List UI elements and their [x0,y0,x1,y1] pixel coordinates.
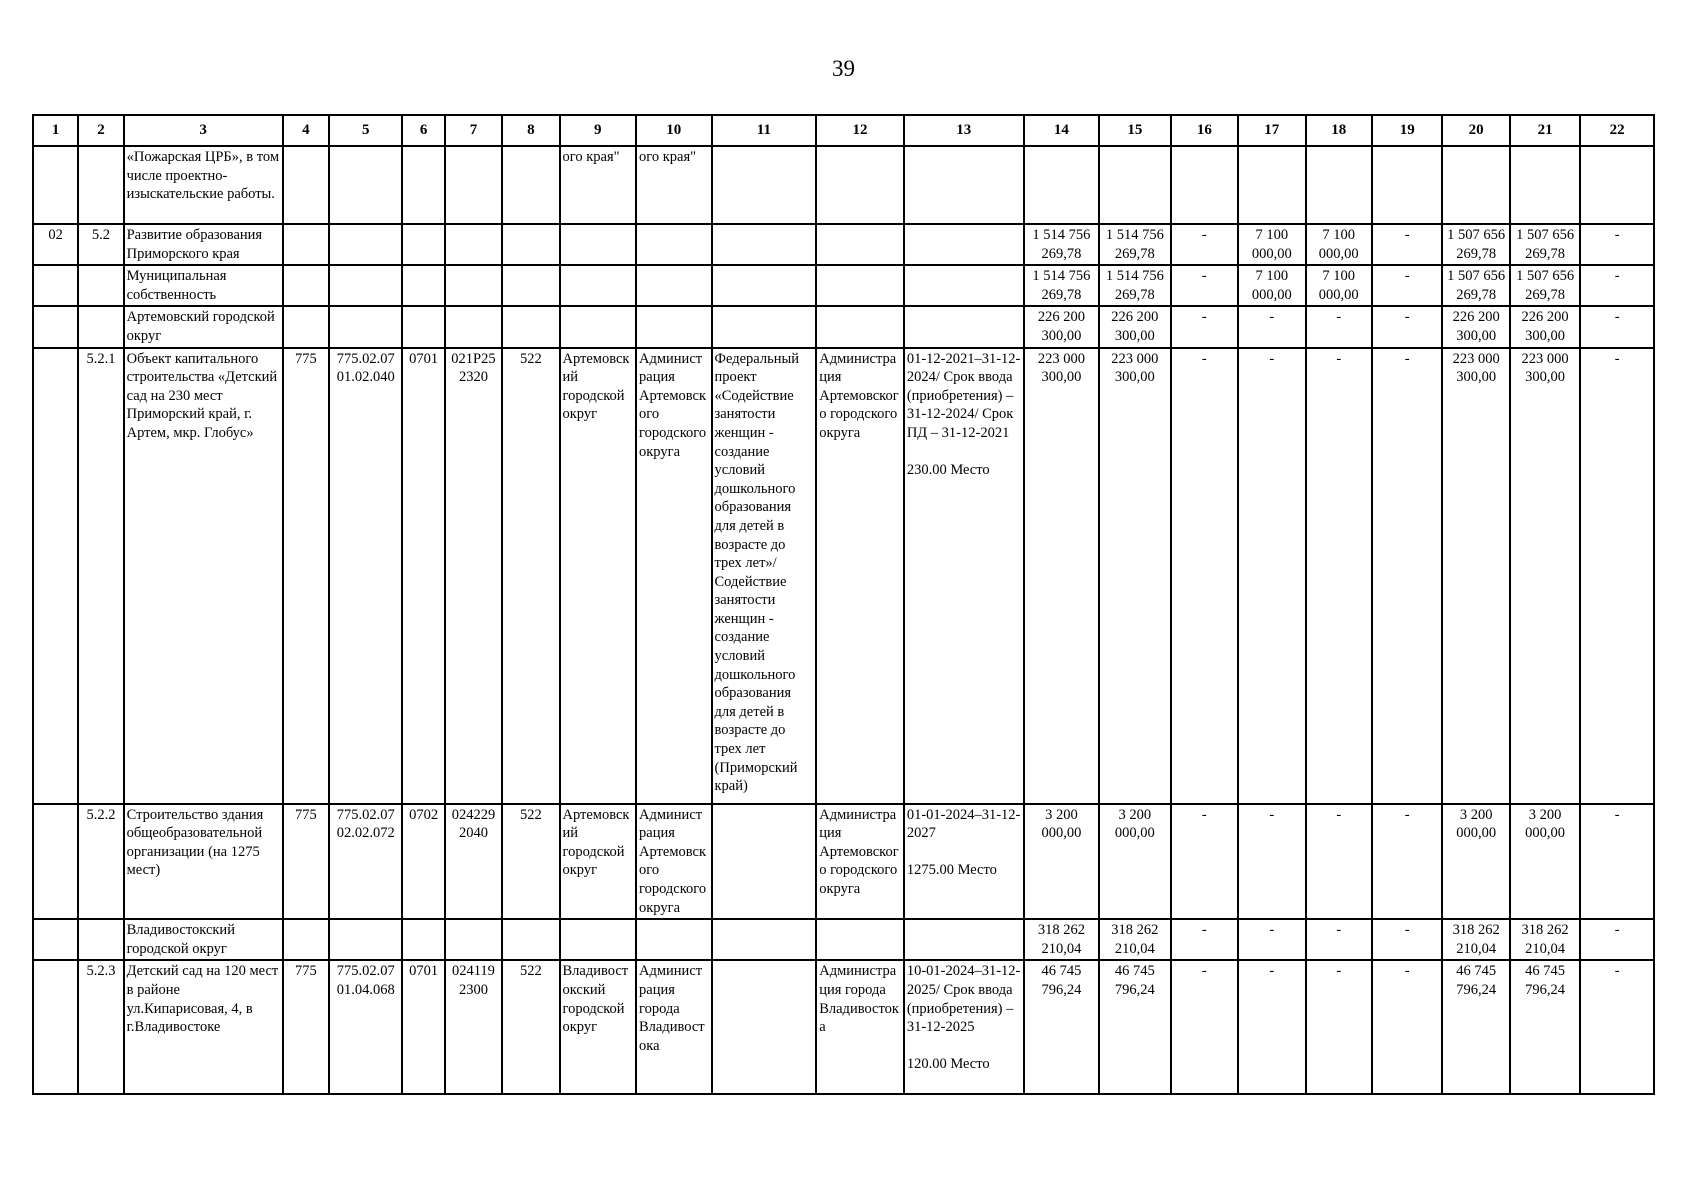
header-cell: 18 [1306,115,1372,146]
cell-amount-20: 3 200 000,00 [1442,804,1509,920]
header-cell: 12 [816,115,904,146]
cell-amount-15: 46 745 796,24 [1099,960,1170,1094]
cell-customer [636,224,712,265]
cell-customer [636,919,712,960]
cell-project [712,960,817,1094]
cell-col-7 [445,224,502,265]
cell-municipality: Артемовский городской округ [560,804,637,920]
cell-amount-15 [1099,146,1170,224]
cell-col-5: 775.02.07 02.02.072 [329,804,402,920]
terms-dates: 01-01-2024–31-12-2027 [906,806,1021,842]
cell-col-5 [329,265,402,306]
cell-terms [904,224,1024,265]
cell-amount-19: - [1372,804,1442,920]
cell-amount-22: - [1580,265,1654,306]
cell-col-8: 522 [502,804,559,920]
cell-amount-21: 1 507 656 269,78 [1510,224,1580,265]
terms-dates: 10-01-2024–31-12-2025/ Срок ввода (приобретения) – 31-12-2025 [906,963,1021,1036]
cell-item-number [78,919,123,960]
cell-col-7: 024119 2300 [445,960,502,1094]
cell-col-4 [283,919,329,960]
cell-amount-20: 318 262 210,04 [1442,919,1509,960]
cell-amount-15: 1 514 756 269,78 [1099,265,1170,306]
cell-col-8 [502,146,559,224]
cell-amount-16: - [1171,804,1238,920]
cell-col-4 [283,224,329,265]
cell-amount-19: - [1372,306,1442,347]
header-cell: 2 [78,115,123,146]
cell-col-4: 775 [283,960,329,1094]
investment-objects-table [32,114,1655,1095]
cell-administrator: Администрация города Владивостока [816,960,904,1094]
cell-amount-19: - [1372,960,1442,1094]
cell-municipality [560,919,637,960]
cell-col-7 [445,146,502,224]
cell-customer: Администрация Артемовского городского округа [636,348,712,804]
table-row [33,960,1654,1094]
cell-municipality [560,306,637,347]
cell-amount-16: - [1171,960,1238,1094]
terms-capacity: 230.00 Место [906,461,990,478]
cell-terms [904,146,1024,224]
cell-amount-17: - [1238,960,1305,1094]
cell-terms [904,960,1024,1094]
cell-municipality: ого края" [560,146,637,224]
header-cell: 22 [1580,115,1654,146]
cell-amount-15: 318 262 210,04 [1099,919,1170,960]
header-cell: 1 [33,115,78,146]
cell-col-8 [502,224,559,265]
cell-amount-17: - [1238,348,1305,804]
cell-amount-16: - [1171,348,1238,804]
cell-amount-22: - [1580,804,1654,920]
table-row [33,224,1654,265]
cell-amount-21: 46 745 796,24 [1510,960,1580,1094]
cell-col-7: 021P25 2320 [445,348,502,804]
cell-project [712,306,817,347]
cell-amount-22: - [1580,960,1654,1094]
cell-amount-18: - [1306,348,1372,804]
cell-administrator [816,265,904,306]
cell-item-number [78,146,123,224]
table-row [33,919,1654,960]
cell-terms [904,804,1024,920]
cell-amount-14: 3 200 000,00 [1024,804,1100,920]
cell-item-number: 5.2.1 [78,348,123,804]
cell-row-code [33,960,78,1094]
table-row [33,265,1654,306]
header-cell: 10 [636,115,712,146]
cell-col-5 [329,146,402,224]
header-cell: 5 [329,115,402,146]
terms-capacity: 1275.00 Место [906,861,997,878]
cell-amount-20: 223 000 300,00 [1442,348,1509,804]
cell-col-8 [502,265,559,306]
header-cell: 11 [712,115,817,146]
cell-municipality: Артемовский городской округ [560,348,637,804]
cell-customer [636,306,712,347]
cell-amount-21: 1 507 656 269,78 [1510,265,1580,306]
cell-item-number [78,306,123,347]
cell-municipality: Владивостокский городской округ [560,960,637,1094]
cell-col-6 [402,306,444,347]
cell-amount-16 [1171,146,1238,224]
header-cell: 4 [283,115,329,146]
cell-amount-14: 1 514 756 269,78 [1024,265,1100,306]
cell-administrator: Администрация Артемовского городского округа [816,804,904,920]
cell-item-number: 5.2.3 [78,960,123,1094]
cell-amount-14: 46 745 796,24 [1024,960,1100,1094]
cell-project [712,265,817,306]
cell-col-5 [329,919,402,960]
cell-row-code: 02 [33,224,78,265]
cell-amount-15: 223 000 300,00 [1099,348,1170,804]
cell-project [712,919,817,960]
header-cell: 17 [1238,115,1305,146]
cell-amount-17: 7 100 000,00 [1238,265,1305,306]
cell-col-8: 522 [502,960,559,1094]
cell-item-number: 5.2 [78,224,123,265]
cell-administrator [816,919,904,960]
cell-amount-20: 1 507 656 269,78 [1442,224,1509,265]
cell-amount-17: - [1238,804,1305,920]
terms-capacity: 120.00 Место [906,1055,990,1072]
cell-amount-18: 7 100 000,00 [1306,224,1372,265]
cell-amount-14 [1024,146,1100,224]
cell-amount-19: - [1372,224,1442,265]
cell-terms [904,265,1024,306]
cell-amount-21: 318 262 210,04 [1510,919,1580,960]
cell-object-name: Детский сад на 120 мест в районе ул.Кипарисовая, 4, в г.Владивостоке [124,960,283,1094]
cell-amount-17 [1238,146,1305,224]
header-cell: 7 [445,115,502,146]
cell-col-4 [283,265,329,306]
cell-project: Федеральный проект «Содействие занятости женщин - создание условий дошкольного образования для детей в возрасте до трех лет»/Содействие занятости женщин - создание условий дошкольного образования для детей в возрасте до трех лет (Приморский край) [712,348,817,804]
cell-amount-19: - [1372,265,1442,306]
cell-amount-22: - [1580,224,1654,265]
cell-amount-15: 226 200 300,00 [1099,306,1170,347]
cell-object-name: Муниципальная собственность [124,265,283,306]
cell-col-4: 775 [283,804,329,920]
cell-amount-22 [1580,146,1654,224]
cell-object-name: «Пожарская ЦРБ», в том числе проектно-изыскательские работы. [124,146,283,224]
cell-amount-17: 7 100 000,00 [1238,224,1305,265]
header-cell: 15 [1099,115,1170,146]
cell-amount-20 [1442,146,1509,224]
cell-col-7 [445,919,502,960]
cell-object-name: Владивостокский городской округ [124,919,283,960]
header-cell: 14 [1024,115,1100,146]
cell-amount-21: 223 000 300,00 [1510,348,1580,804]
cell-amount-18: - [1306,960,1372,1094]
cell-customer [636,265,712,306]
cell-row-code [33,804,78,920]
cell-col-6: 0701 [402,960,444,1094]
cell-row-code [33,919,78,960]
cell-row-code [33,265,78,306]
cell-col-8 [502,919,559,960]
cell-amount-21 [1510,146,1580,224]
cell-amount-20: 46 745 796,24 [1442,960,1509,1094]
header-cell: 6 [402,115,444,146]
cell-col-7 [445,265,502,306]
cell-col-6: 0702 [402,804,444,920]
cell-customer: Администрация города Владивостока [636,960,712,1094]
cell-amount-22: - [1580,306,1654,347]
cell-item-number [78,265,123,306]
cell-amount-18: - [1306,919,1372,960]
cell-amount-18: - [1306,306,1372,347]
cell-project [712,224,817,265]
cell-col-8: 522 [502,348,559,804]
cell-amount-21: 3 200 000,00 [1510,804,1580,920]
cell-amount-19: - [1372,919,1442,960]
cell-terms [904,348,1024,804]
cell-amount-19: - [1372,348,1442,804]
cell-amount-20: 226 200 300,00 [1442,306,1509,347]
cell-amount-16: - [1171,919,1238,960]
cell-col-4 [283,146,329,224]
cell-col-6 [402,146,444,224]
cell-terms [904,306,1024,347]
header-cell: 19 [1372,115,1442,146]
header-cell: 3 [124,115,283,146]
cell-customer: ого края" [636,146,712,224]
cell-col-5: 775.02.07 01.04.068 [329,960,402,1094]
cell-municipality [560,224,637,265]
cell-administrator [816,146,904,224]
cell-col-7: 024229 2040 [445,804,502,920]
cell-customer: Администрация Артемовского городского округа [636,804,712,920]
cell-amount-14: 223 000 300,00 [1024,348,1100,804]
header-cell: 16 [1171,115,1238,146]
cell-amount-16: - [1171,265,1238,306]
cell-col-5 [329,306,402,347]
header-cell: 20 [1442,115,1509,146]
cell-object-name: Объект капитального строительства «Детский сад на 230 мест Приморский край, г. Артем, мкр. Глобус» [124,348,283,804]
header-cell: 13 [904,115,1024,146]
cell-amount-19 [1372,146,1442,224]
cell-amount-16: - [1171,224,1238,265]
header-cell: 21 [1510,115,1580,146]
cell-project [712,146,817,224]
cell-object-name: Строительство здания общеобразовательной организации (на 1275 мест) [124,804,283,920]
cell-col-6 [402,919,444,960]
table-row [33,804,1654,920]
cell-amount-22: - [1580,919,1654,960]
cell-administrator: Администрация Артемовского городского округа [816,348,904,804]
cell-amount-15: 1 514 756 269,78 [1099,224,1170,265]
cell-col-5 [329,224,402,265]
header-cell: 8 [502,115,559,146]
terms-dates: 01-12-2021–31-12-2024/ Срок ввода (приобретения) – 31-12-2024/ Срок ПД – 31-12-2021 [906,350,1021,441]
cell-amount-16: - [1171,306,1238,347]
cell-col-6: 0701 [402,348,444,804]
cell-amount-18 [1306,146,1372,224]
page-number: 39 [832,56,855,81]
cell-project [712,804,817,920]
cell-col-4 [283,306,329,347]
cell-administrator [816,306,904,347]
cell-col-6 [402,224,444,265]
cell-terms [904,919,1024,960]
cell-amount-17: - [1238,919,1305,960]
cell-col-7 [445,306,502,347]
cell-row-code [33,146,78,224]
cell-col-6 [402,265,444,306]
cell-object-name: Артемовский городской округ [124,306,283,347]
cell-col-5: 775.02.07 01.02.040 [329,348,402,804]
cell-row-code [33,348,78,804]
cell-amount-18: 7 100 000,00 [1306,265,1372,306]
header-cell: 9 [560,115,637,146]
cell-amount-14: 1 514 756 269,78 [1024,224,1100,265]
cell-municipality [560,265,637,306]
cell-amount-18: - [1306,804,1372,920]
cell-amount-14: 318 262 210,04 [1024,919,1100,960]
cell-object-name: Развитие образования Приморского края [124,224,283,265]
cell-administrator [816,224,904,265]
cell-row-code [33,306,78,347]
cell-amount-20: 1 507 656 269,78 [1442,265,1509,306]
table-row [33,306,1654,347]
cell-col-4: 775 [283,348,329,804]
cell-amount-22: - [1580,348,1654,804]
table-row [33,348,1654,804]
cell-col-8 [502,306,559,347]
cell-amount-21: 226 200 300,00 [1510,306,1580,347]
cell-amount-14: 226 200 300,00 [1024,306,1100,347]
table-header [33,115,1654,146]
cell-amount-15: 3 200 000,00 [1099,804,1170,920]
table-row [33,146,1654,224]
cell-item-number: 5.2.2 [78,804,123,920]
cell-amount-17: - [1238,306,1305,347]
